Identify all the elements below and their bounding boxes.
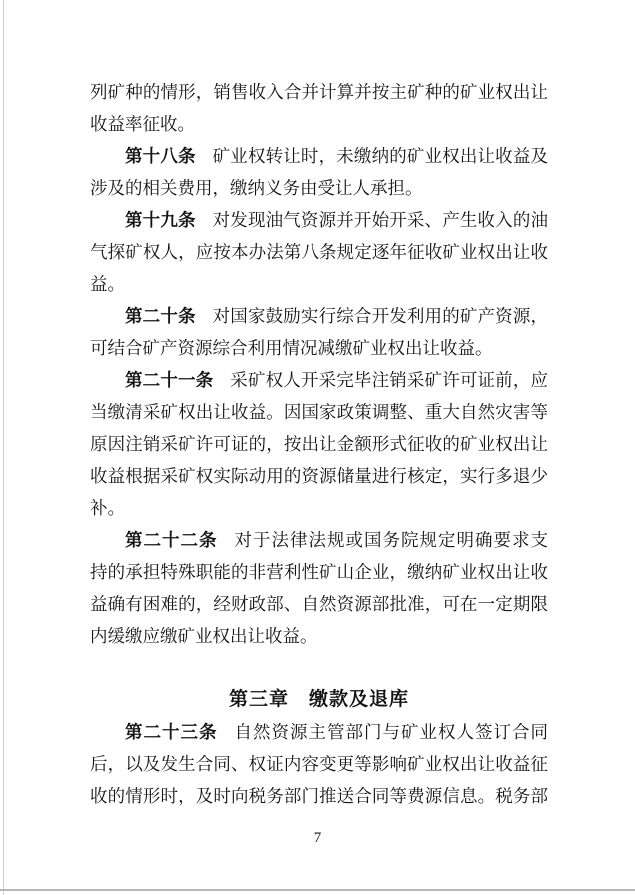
article-number: 第十九条 [125, 210, 196, 230]
body-text-line: 当缴清采矿权出让收益。因国家政策调整、重大自然灾害等 [90, 402, 548, 422]
chapter-heading: 第三章 缴款及退库 [228, 689, 409, 710]
body-text-line: 可结合矿产资源综合利用情况减缴矿业权出让收益。 [90, 338, 493, 358]
body-text-line: 持的承担特殊职能的非营利性矿山企业，缴纳矿业权出让收 [90, 562, 548, 582]
body-text-line: 收益根据采矿权实际动用的资源储量进行核定，实行多退少 [90, 466, 548, 486]
body-text-line: 第二十条 对国家鼓励实行综合开发利用的矿产资源， [125, 306, 549, 326]
body-text-line: 第二十三条 自然资源主管部门与矿业权人签订合同 [125, 722, 548, 742]
page-number: 7 [313, 830, 322, 846]
body-text-line: 益确有困难的，经财政部、自然资源部批准，可在一定期限 [90, 594, 548, 614]
body-text-line: 后，以及发生合同、权证内容变更等影响矿业权出让收益征 [90, 754, 548, 774]
body-text-line: 原因注销采矿许可证的，按出让金额形式征收的矿业权出让 [90, 434, 548, 454]
body-text-line: 第十九条 对发现油气资源并开始开采、产生收入的油 [125, 210, 549, 230]
body-text-line: 列矿种的情形，销售收入合并计算并按主矿种的矿业权出让 [90, 82, 548, 102]
body-text-line: 内缓缴应缴矿业权出让收益。 [90, 626, 318, 646]
body-text-line: 第二十二条 对于法律法规或国务院规定明确要求支 [125, 530, 548, 550]
body-text-line: 补。 [90, 498, 125, 518]
page-edge-line-bottom [0, 889, 635, 891]
body-text-line: 气探矿权人，应按本办法第八条规定逐年征收矿业权出让收 [90, 242, 548, 262]
article-number: 第十八条 [125, 146, 196, 166]
blank-line [90, 652, 548, 684]
body-text-line: 第二十一条 采矿权人开采完毕注销采矿许可证前，应 [125, 370, 549, 390]
article-number: 第二十条 [125, 306, 196, 326]
article-number: 第二十三条 [125, 722, 218, 742]
body-text-line: 收的情形时，及时向税务部门推送合同等费源信息。税务部 [90, 786, 548, 806]
body-text-line: 收益率征收。 [90, 114, 195, 134]
article-number: 第二十二条 [125, 530, 218, 550]
body-text-line: 涉及的相关费用，缴纳义务由受让人承担。 [90, 178, 423, 198]
body-text-line: 第十八条 矿业权转让时，未缴纳的矿业权出让收益及 [125, 146, 549, 166]
document-body [90, 76, 548, 812]
article-number: 第二十一条 [125, 370, 214, 390]
body-text-line: 益。 [90, 274, 125, 294]
page-edge-line-left [3, 0, 4, 895]
